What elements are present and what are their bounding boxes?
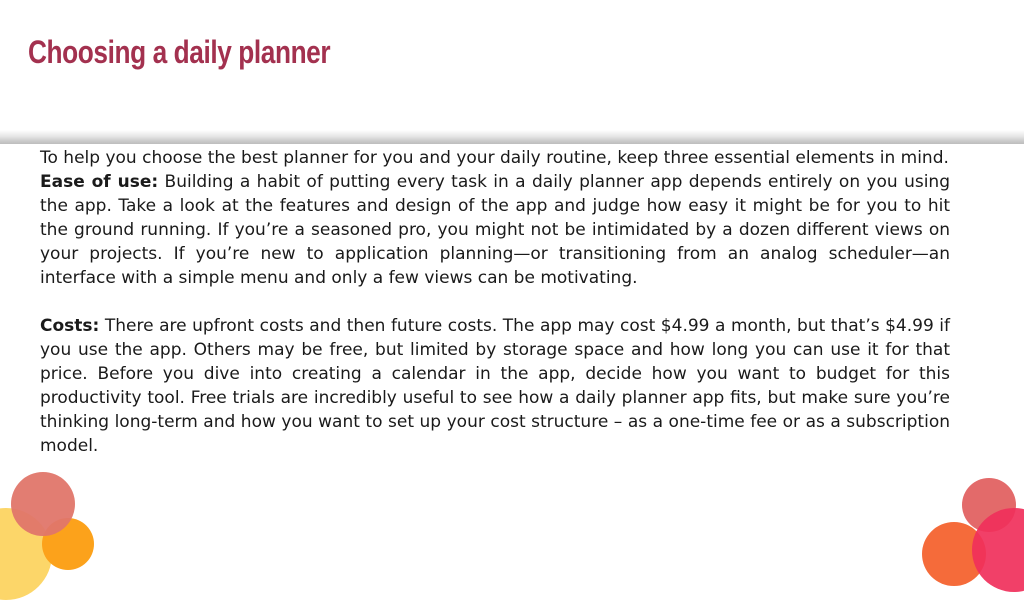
- header-divider: [0, 130, 1024, 144]
- costs-text: There are upfront costs and then future costs. The app may cost $4.99 a month, but that’s $4.99 if you use the app. Others may be free, but limited by storage space and how long you can use it for that price. Before you dive into creating a calendar in the app, decide how you want to budget for this productivity tool. Free trials are incredibly useful to see how a daily planner app fits, but make sure you’re thinking long-term and how you want to set up your cost structure – as a one-time fee or as a subscription model.: [40, 316, 950, 456]
- slide-body: [40, 146, 950, 458]
- costs-paragraph: [40, 314, 950, 458]
- paragraph-spacer: [40, 290, 950, 314]
- slide-title: Choosing a daily planner: [28, 34, 331, 70]
- costs-label: Costs:: [40, 316, 100, 336]
- ease-of-use-text: Building a habit of putting every task in a daily planner app depends entirely on you using the app. Take a look at the features and design of the app and judge how easy it might be for you to hit the ground running. If you’re a seasoned pro, you might not be intimidated by a dozen different views on your projects. If you’re new to application planning—or transitioning from an analog scheduler—an interface with a simple menu and only a few views can be motivating.: [40, 172, 951, 288]
- intro-paragraph: To help you choose the best planner for you and your daily routine, keep three essential elements in mind.: [40, 148, 949, 168]
- ease-of-use-paragraph: [40, 170, 950, 290]
- ease-of-use-label: Ease of use:: [40, 172, 159, 192]
- decor-circle-salmon-left: [11, 472, 75, 536]
